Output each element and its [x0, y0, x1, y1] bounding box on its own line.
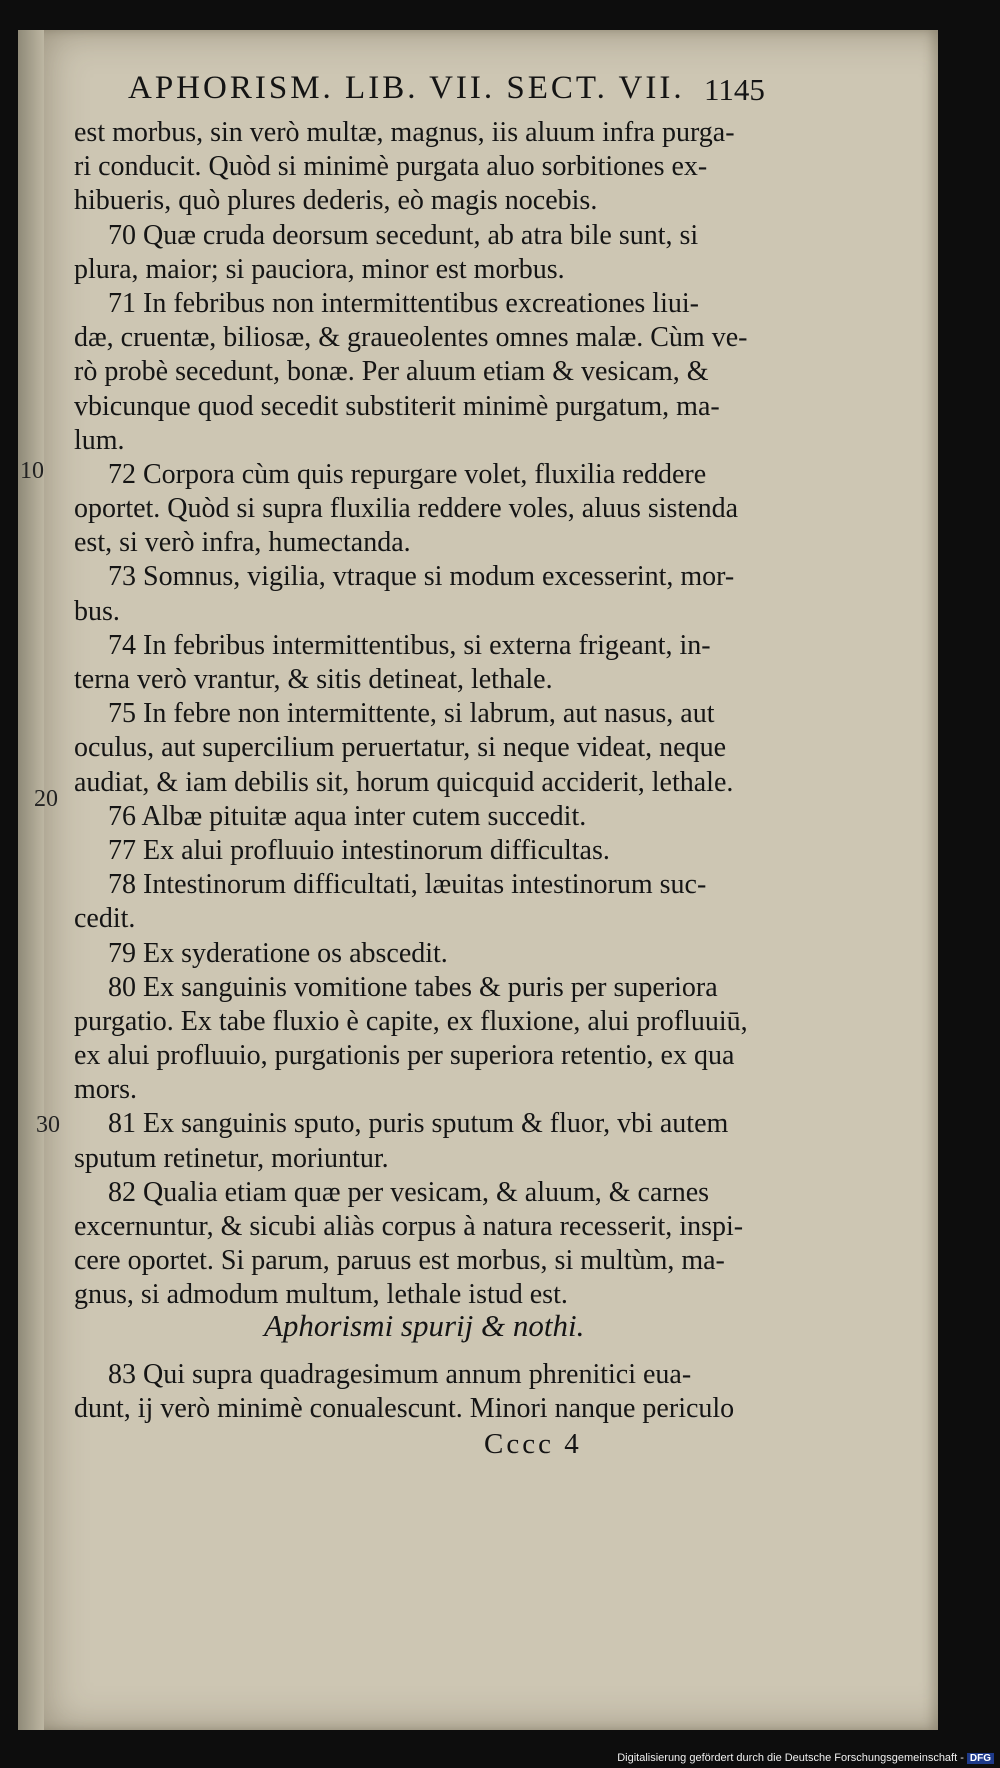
signature-mark: Cccc 4 [484, 1428, 582, 1460]
text-line: dunt, ij verò minimè conualescunt. Minori nanque periculo [74, 1393, 735, 1425]
page-gutter [18, 30, 44, 1730]
text-line: gnus, si admodum multum, lethale istud est. [74, 1279, 568, 1311]
text-line: 82 Qualia etiam quæ per vesicam, & aluum, & carnes [108, 1176, 710, 1208]
margin-number: 10 [20, 458, 44, 484]
margin-number: 20 [34, 786, 58, 812]
text-line: est, si verò infra, humectanda. [74, 527, 411, 559]
text-line: 72 Corpora cùm quis repurgare volet, fluxilia reddere [108, 458, 707, 490]
text-line: cere oportet. Si parum, paruus est morbus, si multùm, ma- [74, 1245, 725, 1277]
text-line: est morbus, sin verò multæ, magnus, iis aluum infra purga- [74, 117, 735, 148]
text-line: sputum retinetur, moriuntur. [74, 1142, 389, 1174]
running-title: APHORISM. LIB. VII. SECT. VII. [128, 70, 685, 106]
text-line: audiat, & iam debilis sit, horum quicquid acciderit, lethale. [74, 766, 734, 798]
page-number: 1145 [704, 72, 765, 107]
text-line: rò probè secedunt, bonæ. Per aluum etiam & vesicam, & [74, 356, 709, 388]
text-line: 81 Ex sanguinis sputo, puris sputum & fluor, vbi autem [108, 1108, 729, 1140]
text-line: 74 In febribus intermittentibus, si externa frigeant, in- [108, 629, 711, 661]
text-line: 70 Quæ cruda deorsum secedunt, ab atra bile sunt, si [108, 219, 699, 251]
text-line: terna verò vrantur, & sitis detineat, lethale. [74, 664, 553, 695]
main-text [74, 116, 774, 1313]
text-line: cedit. [74, 903, 136, 935]
section-subheading: Aphorismi spurij & nothi. [264, 1308, 585, 1343]
text-line: excernuntur, & sicubi aliàs corpus à natura recesserit, inspi- [74, 1211, 744, 1242]
text-line: oportet. Quòd si supra fluxilia reddere voles, aluus sistenda [74, 493, 739, 525]
credit-text: Digitalisierung gefördert durch die Deutsche Forschungsgemeinschaft - [617, 1752, 964, 1764]
text-line: 71 In febribus non intermittentibus excreationes liui- [108, 287, 699, 319]
text-line: 73 Somnus, vigilia, vtraque si modum excesserint, mor- [108, 561, 735, 593]
dfg-logo: DFG [967, 1753, 994, 1764]
text-line: 80 Ex sanguinis vomitione tabes & puris per superiora [108, 971, 718, 1003]
text-line: 75 In febre non intermittente, si labrum, aut nasus, aut [108, 698, 715, 730]
digitization-credit [617, 1752, 994, 1764]
text-line: dæ, cruentæ, biliosæ, & graueolentes omnes malæ. Cùm ve- [74, 322, 748, 354]
text-line: bus. [74, 595, 120, 627]
text-line: 78 Intestinorum difficultati, læuitas intestinorum suc- [108, 869, 707, 901]
text-line: 76 Albæ pituitæ aqua inter cutem succedit. [108, 800, 587, 832]
text-line: lum. [74, 424, 125, 456]
text-line: oculus, aut supercilium peruertatur, si neque videat, neque [74, 732, 726, 764]
text-line: mors. [74, 1074, 137, 1106]
margin-number: 30 [36, 1112, 60, 1138]
text-line: 83 Qui supra quadragesimum annum phrenitici eua- [108, 1359, 692, 1390]
text-line: hibueris, quò plures dederis, eò magis nocebis. [74, 185, 598, 217]
text-line: purgatio. Ex tabe fluxio è capite, ex fluxione, alui profluuiū, [74, 1005, 748, 1037]
text-line: ri conducit. Quòd si minimè purgata aluo sorbitiones ex- [74, 151, 708, 183]
text-line: vbicunque quod secedit substiterit minimè purgatum, ma- [74, 390, 720, 422]
text-line: plura, maior; si pauciora, minor est morbus. [74, 253, 565, 285]
text-line: 77 Ex alui profluuio intestinorum difficultas. [108, 834, 610, 866]
text-line: 79 Ex syderatione os abscedit. [108, 937, 448, 969]
tail-text [74, 1358, 774, 1426]
text-line: ex alui profluuio, purgationis per superiora retentio, ex qua [74, 1040, 735, 1072]
